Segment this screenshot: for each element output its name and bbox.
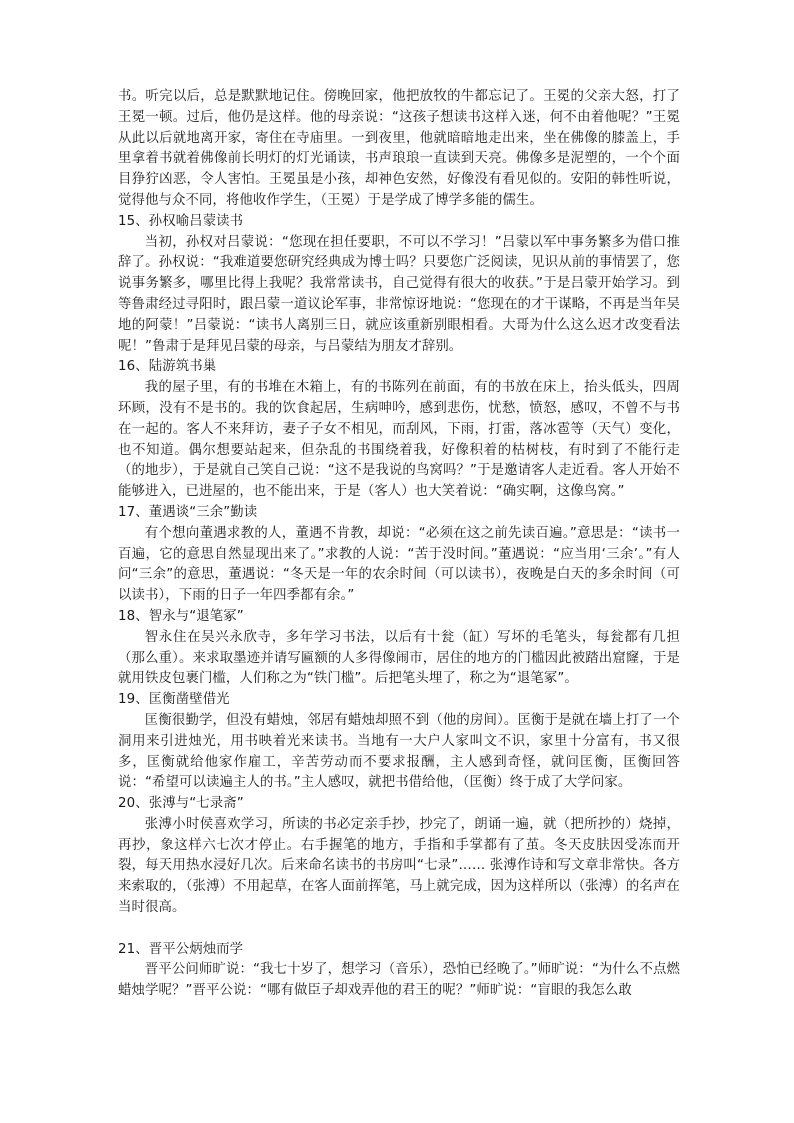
paragraph-17: 有个想向董遇求教的人，董遇不肯教，却说：“必须在这之前先读百遍。”意思是：“读书一百遍，它的意思自然显现出来了。”求教的人说：“苦于没时间。”董遇说：“应当用‘三余’。”有人问“三余”的意思，董遇说：“冬天是一年的农余时间（可以读书），夜晚是白天的多余时间（可以读书），下雨的日子一年四季都有余。”: [118, 525, 680, 604]
paragraph-18: 智永住在吴兴永欣寺，多年学习书法，以后有十瓮（缸）写坏的毛笔头，每瓮都有几担（那么重）。来求取墨迹并请写匾额的人多得像闹市，居住的地方的门槛因此被踏出窟窿，于是就用铁皮包裹门槛，人们称之为“铁门槛”。后把笔头埋了，称之为“退笔冢”。: [118, 629, 680, 687]
paragraph-16: 我的屋子里，有的书堆在木箱上，有的书陈列在前面，有的书放在床上，抬头低头，四周环顾，没有不是书的。我的饮食起居，生病呻吟，感到悲伤，忧愁，愤怒，感叹，不曾不与书在一起的。客人不来拜访，妻子子女不相见，而刮风，下雨，打雷，落冰雹等（天气）变化，也不知道。偶尔想要站起来，但杂乱的书围绕着我，好像积着的枯树枝，有时到了不能行走（的地步），于是就自己笑自己说：“这不是我说的鸟窝吗？”于是邀请客人走近看。客人开始不能够进入，已进屋的，也不能出来，于是（客人）也大笑着说：“确实啊，这像鸟窝。”: [118, 380, 680, 500]
paragraph-15: 当初，孙权对吕蒙说：“您现在担任要职，不可以不学习！”吕蒙以军中事务繁多为借口推辞了。孙权说：“我难道要您研究经典成为博士吗？只要您广泛阅读，见识从前的事情罢了，您说事务繁多，哪里比得上我呢？我常常读书，自己觉得有很大的收获。”于是吕蒙开始学习。到等鲁肃经过寻阳时，跟吕蒙一道议论军事，非常惊讶地说：“您现在的才干谋略，不再是当年吴地的阿蒙！”吕蒙说：“读书人离别三日，就应该重新别眼相看。大哥为什么这么迟才改变看法呢！”鲁肃于是拜见吕蒙的母亲，与吕蒙结为朋友才辞别。: [118, 234, 680, 354]
paragraph-19: 匡衡很勤学，但没有蜡烛，邻居有蜡烛却照不到（他的房间）。匡衡于是就在墙上打了一个洞用来引进烛光，用书映着光来读书。当地有一大户人家叫文不识，家里十分富有，书又很多，匡衡就给他家作雇工，辛苦劳动而不要求报酬，主人感到奇怪，就问匡衡，匡衡回答说：“希望可以读遍主人的书。”主人感叹，就把书借给他，（匡衡）终于成了大学问家。: [118, 712, 680, 791]
paragraph-wang-mian: 书。听完以后，总是默默地记住。傍晚回家，他把放牧的牛都忘记了。王冕的父亲大怒，打了王冕一顿。过后，他仍是这样。他的母亲说：“这孩子想读书这样入迷，何不由着他呢？”王冕从此以后就地离开家，寄住在寺庙里。一到夜里，他就暗暗地走出来，坐在佛像的膝盖上，手里拿着书就着佛像前长明灯的灯光诵读，书声琅琅一直读到天亮。佛像多是泥塑的，一个个面目狰狞凶恶，令人害怕。王冕虽是小孩，却神色安然，好像没有看见似的。安阳的韩性听说，觉得他与众不同，将他收作学生，（王冕）于是学成了博学多能的儒生。: [118, 89, 680, 208]
section-heading-19: 19、匡衡凿壁借光: [118, 692, 230, 708]
section-heading-18: 18、智永与“退笔冢”: [118, 608, 244, 624]
section-heading-16: 16、陆游筑书巢: [118, 359, 217, 375]
document-page: [118, 87, 680, 1002]
paragraph-21: 晋平公问师旷说：“我七十岁了，想学习（音乐），恐怕已经晚了。”师旷说：“为什么不点燃蜡烛学呢？”晋平公说：“哪有做臣子却戏弄他的君王的呢？”师旷说：“盲眼的我怎么敢: [118, 962, 680, 999]
section-heading-21: 21、晋平公炳烛而学: [118, 941, 244, 957]
section-heading-17: 17、董遇谈“三余”勤读: [118, 504, 258, 520]
blank-line: [118, 919, 680, 940]
paragraph-20: 张溥小时侯喜欢学习，所读的书必定亲手抄，抄完了，朗诵一遍，就（把所抄的）烧掉，再抄，象这样六七次才停止。右手握笔的地方，手指和手掌都有了茧。冬天皮肤因受冻而开裂，每天用热水浸好几次。后来命名读书的书房叫“七录”…… 张溥作诗和写文章非常快。各方来索取的，（张溥）不用起草，在客人面前挥笔，马上就完成，因为这样所以（张溥）的名声在当时很高。: [118, 816, 680, 916]
section-heading-15: 15、孙权喻吕蒙读书: [118, 213, 244, 229]
section-heading-20: 20、张溥与“七录斋”: [118, 796, 244, 812]
